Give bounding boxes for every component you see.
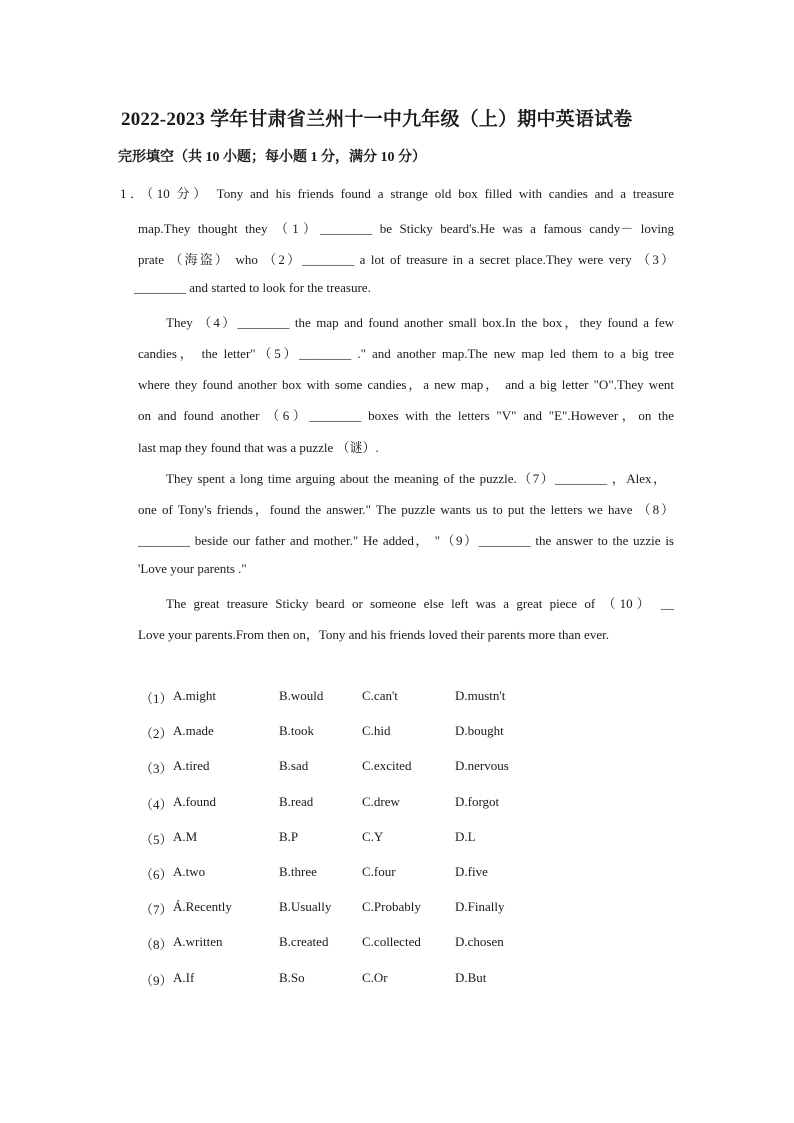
option-b: B.took <box>279 723 315 738</box>
option-c: C.Y <box>362 829 384 844</box>
passage-line: They spent a long time arguing about the meaning of the puzzle.（7）________ ，Alex， <box>166 471 666 486</box>
option-number: （4） <box>140 797 173 812</box>
passage-line: one of Tony's friends，found the answer." The puzzle wants us to put the letters we have （8） <box>138 502 674 517</box>
passage-line: 'Love your parents ." <box>138 561 247 576</box>
option-number: （7） <box>140 902 173 917</box>
option-d: D.bought <box>455 723 504 738</box>
option-number: （8） <box>140 937 173 952</box>
option-a: A.made <box>173 723 214 738</box>
option-c: C.hid <box>362 723 391 738</box>
option-row <box>140 723 560 741</box>
option-a: A.written <box>173 934 223 949</box>
option-b: B.three <box>279 864 317 879</box>
passage-line: 1．（10 分） Tony and his friends found a strange old box filled with candies and a treasure <box>120 186 674 201</box>
option-number: （1） <box>140 691 173 706</box>
option-a: Á.Recently <box>173 899 232 914</box>
passage-line: The great treasure Sticky beard or someone else left was a great piece of （10） __ <box>166 596 674 611</box>
option-number: （5） <box>140 832 173 847</box>
option-c: C.Or <box>362 970 388 985</box>
passage-line: They （4）________ the map and found another small box.In the box，they found a few <box>166 315 674 330</box>
option-b: B.created <box>279 934 329 949</box>
option-c: C.drew <box>362 794 400 809</box>
passage-line: on and found another （6）________ boxes with the letters "V" and "E".However，on the <box>138 408 674 423</box>
option-d: D.chosen <box>455 934 504 949</box>
option-row <box>140 758 560 776</box>
option-d: D.Finally <box>455 899 505 914</box>
option-a: A.tired <box>173 758 210 773</box>
option-row <box>140 934 560 952</box>
option-row <box>140 864 560 882</box>
option-c: C.four <box>362 864 396 879</box>
option-b: B.read <box>279 794 314 809</box>
option-b: B.P <box>279 829 299 844</box>
option-row <box>140 794 560 812</box>
option-d: D.nervous <box>455 758 509 773</box>
option-d: D.But <box>455 970 487 985</box>
option-number: （2） <box>140 726 173 741</box>
option-number: （3） <box>140 761 173 776</box>
option-b: B.Usually <box>279 899 332 914</box>
passage-line: last map they found that was a puzzle （谜）. <box>138 440 379 455</box>
option-a: A.two <box>173 864 206 879</box>
option-number: （6） <box>140 867 173 882</box>
passage-line: ________ and started to look for the treasure. <box>134 280 371 295</box>
option-c: C.Probably <box>362 899 421 914</box>
option-row <box>140 829 560 847</box>
passage-line: prate （海盗） who （2）________ a lot of treasure in a secret place.They were very （3） <box>138 252 674 267</box>
option-a: A.might <box>173 688 216 703</box>
option-c: C.can't <box>362 688 398 703</box>
option-d: D.five <box>455 864 488 879</box>
option-b: B.would <box>279 688 324 703</box>
passage-line: ________ beside our father and mother." He added， "（9）________ the answer to the uzzie is <box>138 533 674 548</box>
option-a: A.found <box>173 794 216 809</box>
option-c: C.excited <box>362 758 412 773</box>
option-c: C.collected <box>362 934 421 949</box>
option-number: （9） <box>140 973 173 988</box>
passage-line: map.They thought they （1）________ be Sticky beard's.He was a famous candy－ loving <box>138 221 674 236</box>
option-row <box>140 899 560 917</box>
passage-line: Love your parents.From then on，Tony and his friends loved their parents more than ever. <box>138 627 609 642</box>
option-d: D.forgot <box>455 794 500 809</box>
exam-title: 2022-2023 学年甘肃省兰州十一中九年级（上）期中英语试卷 <box>121 109 633 130</box>
option-b: B.So <box>279 970 305 985</box>
section-heading: 完形填空（共 10 小题；每小题 1 分，满分 10 分） <box>118 150 426 165</box>
passage-line: where they found another box with some candies，a new map， and a big letter "O".They went <box>138 377 674 392</box>
option-b: B.sad <box>279 758 309 773</box>
option-row <box>140 688 560 706</box>
option-a: A.M <box>173 829 198 844</box>
option-row <box>140 970 560 988</box>
option-d: D.L <box>455 829 476 844</box>
option-d: D.mustn't <box>455 688 506 703</box>
passage-line: candies， the letter"（5）________ ." and another map.The new map led them to a big tree <box>138 346 674 361</box>
option-a: A.If <box>173 970 195 985</box>
